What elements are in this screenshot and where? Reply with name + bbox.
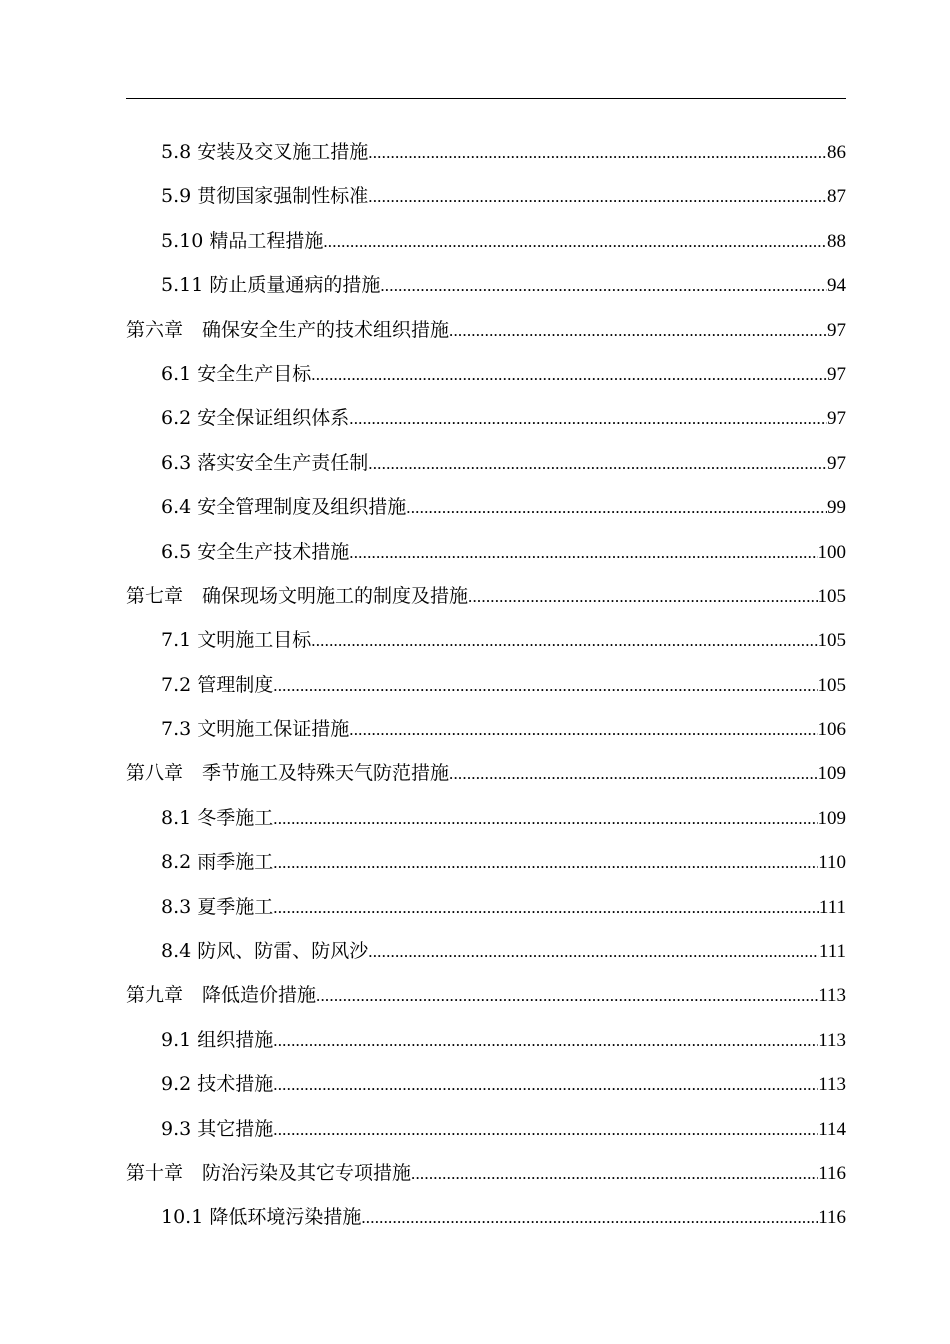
toc-leader-dots — [311, 619, 817, 663]
toc-entry-title: 6.2 安全保证组织体系 — [161, 407, 350, 430]
toc-entry-page: 109 — [817, 807, 846, 829]
toc-entry-title: 6.5 安全生产技术措施 — [161, 540, 350, 563]
toc-entry-title: 8.2 雨季施工 — [161, 851, 274, 874]
table-of-contents — [126, 130, 846, 1240]
toc-chapter-entry[interactable] — [126, 973, 846, 1017]
toc-entry-title: 5.9 贯彻国家强制性标准 — [161, 185, 369, 208]
toc-entry[interactable] — [126, 1062, 846, 1106]
toc-entry-page: 113 — [818, 1074, 846, 1096]
toc-entry-title: 10.1 降低环境污染措施 — [161, 1206, 362, 1229]
toc-entry[interactable] — [126, 219, 846, 263]
toc-leader-dots — [273, 1063, 818, 1107]
toc-entry-title: 第六章 确保安全生产的技术组织措施 — [126, 318, 450, 341]
toc-entry-page: 86 — [827, 142, 846, 163]
toc-entry-title: 6.1 安全生产目标 — [161, 362, 312, 385]
toc-leader-dots — [349, 531, 817, 575]
toc-entry-page: 106 — [817, 719, 846, 741]
header-rule — [126, 98, 846, 99]
toc-chapter-entry[interactable] — [126, 751, 846, 795]
toc-entry-page: 97 — [827, 319, 846, 341]
toc-entry[interactable] — [126, 1195, 846, 1239]
toc-entry-page: 110 — [818, 852, 846, 874]
toc-leader-dots — [411, 1152, 818, 1196]
toc-entry-page: 100 — [817, 541, 846, 563]
toc-entry-title: 7.3 文明施工保证措施 — [161, 718, 350, 741]
toc-leader-dots — [361, 1196, 818, 1240]
toc-entry[interactable] — [126, 1018, 846, 1062]
toc-entry-page: 109 — [817, 763, 846, 785]
toc-entry-page: 113 — [818, 985, 846, 1007]
toc-leader-dots — [406, 486, 827, 530]
toc-entry[interactable] — [126, 929, 846, 973]
toc-chapter-entry[interactable] — [126, 574, 846, 618]
toc-leader-dots — [380, 264, 827, 308]
toc-leader-dots — [323, 220, 827, 264]
toc-entry[interactable] — [126, 796, 846, 840]
toc-entry-title: 第九章 降低造价措施 — [126, 984, 317, 1007]
toc-leader-dots — [368, 131, 827, 175]
toc-entry[interactable] — [126, 441, 846, 485]
toc-entry-page: 111 — [818, 896, 846, 918]
toc-entry-title: 第八章 季节施工及特殊天气防范措施 — [126, 762, 450, 785]
toc-entry-title: 7.2 管理制度 — [161, 673, 274, 696]
toc-entry[interactable] — [126, 1107, 846, 1151]
toc-entry-title: 第十章 防治污染及其它专项措施 — [126, 1161, 412, 1184]
toc-entry-page: 105 — [817, 630, 846, 652]
toc-leader-dots — [273, 1108, 818, 1152]
toc-leader-dots — [349, 397, 827, 441]
toc-entry-title: 6.3 落实安全生产责任制 — [161, 451, 369, 474]
toc-entry-page: 116 — [818, 1162, 846, 1184]
toc-leader-dots — [468, 575, 817, 619]
toc-leader-dots — [349, 708, 817, 752]
toc-entry-title: 9.1 组织措施 — [161, 1028, 274, 1051]
toc-entry-page: 97 — [827, 408, 846, 430]
toc-entry[interactable] — [126, 174, 846, 218]
toc-entry[interactable] — [126, 885, 846, 929]
toc-entry-page: 94 — [827, 275, 846, 297]
toc-entry-title: 9.3 其它措施 — [161, 1117, 274, 1140]
toc-entry-title: 6.4 安全管理制度及组织措施 — [161, 496, 407, 519]
toc-entry-page: 113 — [818, 1029, 846, 1051]
toc-entry[interactable] — [126, 396, 846, 440]
toc-entry-page: 105 — [817, 674, 846, 696]
toc-leader-dots — [273, 841, 818, 885]
toc-leader-dots — [273, 797, 817, 841]
toc-entry-page: 87 — [827, 186, 846, 208]
toc-leader-dots — [311, 353, 827, 397]
toc-entry-title: 5.8 安装及交叉施工措施 — [161, 141, 369, 163]
toc-entry-title: 5.10 精品工程措施 — [161, 229, 324, 252]
toc-entry[interactable] — [126, 707, 846, 751]
toc-entry-page: 99 — [827, 497, 846, 519]
toc-entry[interactable] — [126, 618, 846, 662]
toc-chapter-entry[interactable] — [126, 308, 846, 352]
toc-entry-title: 8.4 防风、防雷、防风沙 — [161, 940, 369, 963]
toc-entry-page: 111 — [818, 941, 846, 963]
toc-entry-title: 8.3 夏季施工 — [161, 895, 274, 918]
toc-entry-title: 5.11 防止质量通病的措施 — [161, 274, 381, 297]
toc-entry[interactable] — [126, 352, 846, 396]
toc-entry-page: 88 — [827, 230, 846, 252]
toc-entry-page: 114 — [818, 1118, 846, 1140]
toc-leader-dots — [368, 175, 827, 219]
toc-leader-dots — [449, 309, 827, 353]
toc-chapter-entry[interactable] — [126, 1151, 846, 1195]
toc-leader-dots — [449, 752, 817, 796]
toc-entry[interactable] — [126, 663, 846, 707]
toc-leader-dots — [273, 886, 819, 930]
toc-entry-page: 105 — [817, 585, 846, 607]
toc-leader-dots — [368, 930, 819, 974]
toc-leader-dots — [273, 1019, 818, 1063]
toc-entry[interactable] — [126, 840, 846, 884]
toc-entry-page: 97 — [827, 452, 846, 474]
toc-leader-dots — [316, 974, 818, 1018]
toc-entry[interactable] — [126, 485, 846, 529]
toc-entry[interactable] — [126, 130, 846, 174]
toc-entry-title: 8.1 冬季施工 — [161, 806, 274, 829]
toc-entry[interactable] — [126, 530, 846, 574]
toc-entry-title: 第七章 确保现场文明施工的制度及措施 — [126, 584, 469, 607]
toc-entry-page: 116 — [818, 1207, 846, 1229]
toc-leader-dots — [368, 442, 827, 486]
toc-entry[interactable] — [126, 263, 846, 307]
toc-entry-page: 97 — [827, 363, 846, 385]
toc-leader-dots — [273, 664, 817, 708]
toc-entry-title: 7.1 文明施工目标 — [161, 629, 312, 652]
toc-entry-title: 9.2 技术措施 — [161, 1073, 274, 1096]
